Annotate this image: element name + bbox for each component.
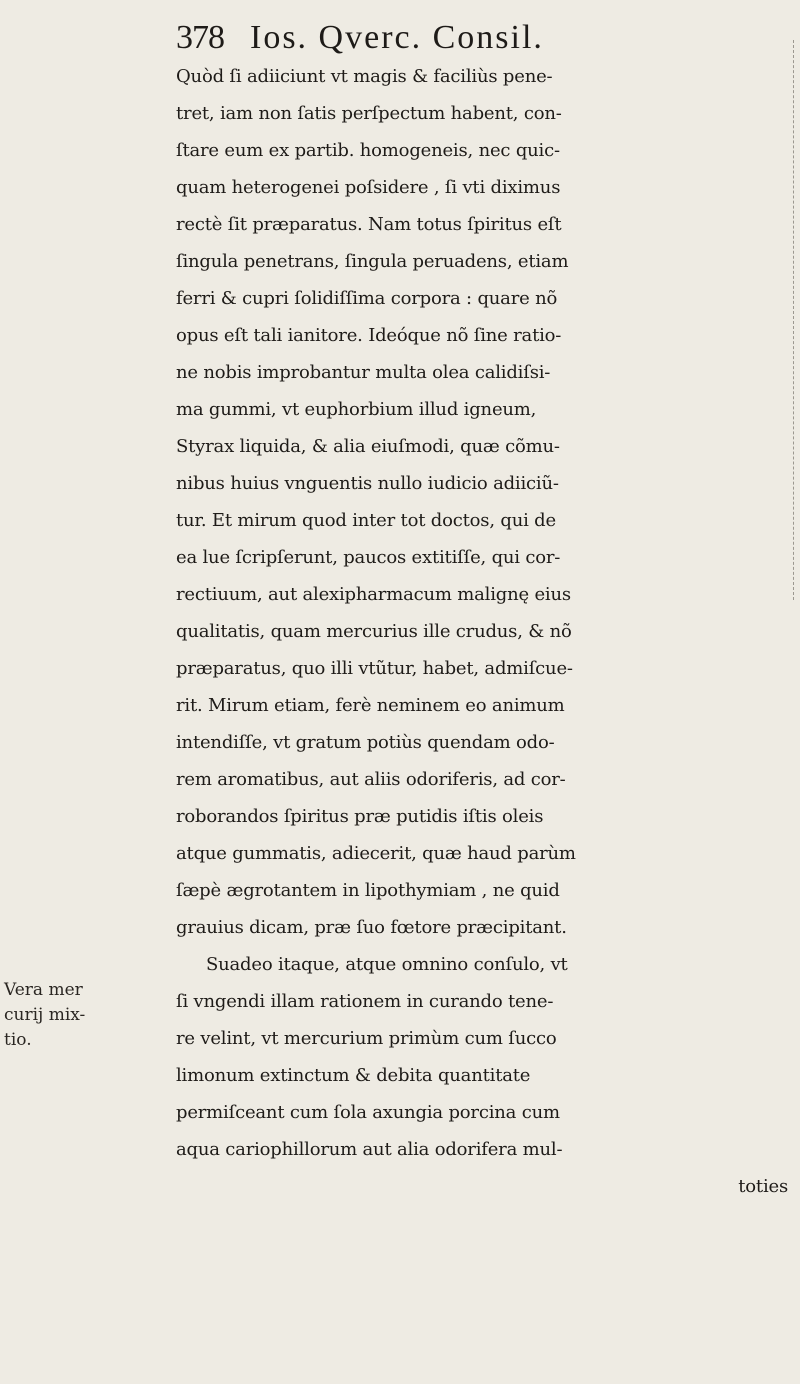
text-line: ſtare eum ex partib. homogeneis, nec quic- [176, 140, 560, 161]
running-title: Ios. Qverc. Consil. [250, 19, 544, 56]
page-edge [793, 40, 800, 600]
text-line: rectè ſit præparatus. Nam totus ſpiritus eſt [176, 214, 562, 235]
text-line: aqua cariophillorum aut alia odorifera mul- [176, 1139, 563, 1160]
text-line: roborandos ſpiritus præ putidis iſtis oleis [176, 806, 544, 827]
text-line: Suadeo itaque, atque omnino conſulo, vt [206, 954, 568, 975]
text-line: limonum extinctum & debita quantitate [176, 1065, 531, 1086]
text-line: ſæpè ægrotantem in lipothymiam , ne quid [176, 880, 560, 901]
text-line: rem aromatibus, aut aliis odoriferis, ad cor- [176, 769, 566, 790]
text-line: qualitatis, quam mercurius ille crudus, & nõ [176, 621, 572, 642]
text-line: opus eſt tali ianitore. Ideóque nõ ſine ratio- [176, 325, 562, 346]
text-line: ea lue ſcripſerunt, paucos extitiſſe, qui cor- [176, 547, 561, 568]
text-line: nibus huius vnguentis nullo iudicio adiiciũ- [176, 473, 559, 494]
text-line: permiſceant cum ſola axungia porcina cum [176, 1102, 560, 1123]
text-line: ſi vngendi illam rationem in curando tene- [176, 991, 554, 1012]
margin-note-line: Vera mer [4, 980, 83, 1000]
text-line: intendiſſe, vt gratum potiùs quendam odo- [176, 732, 555, 753]
text-line: ſingula penetrans, ſingula peruadens, etiam [176, 251, 569, 272]
text-line: rectiuum, aut alexipharmacum malignę eius [176, 584, 571, 605]
text-line: ferri & cupri ſolidiſſima corpora : quare nõ [176, 288, 558, 309]
page-header [176, 16, 776, 60]
margin-note [4, 978, 96, 1053]
catchword: toties [738, 1176, 788, 1197]
margin-note-line: tio. [4, 1030, 32, 1050]
margin-note-line: curij mix- [4, 1005, 86, 1025]
text-line: ne nobis improbantur multa olea calidiſsi- [176, 362, 551, 383]
text-line: ma gummi, vt euphorbium illud igneum, [176, 399, 537, 420]
text-line: Styrax liquida, & alia eiuſmodi, quæ cõmu- [176, 436, 560, 457]
text-line: grauius dicam, præ ſuo fœtore præcipitant. [176, 917, 567, 938]
text-line: tret, iam non ſatis perſpectum habent, con- [176, 103, 562, 124]
text-line: præparatus, quo illi vtũtur, habet, admiſcue- [176, 658, 573, 679]
text-line: tur. Et mirum quod inter tot doctos, qui de [176, 510, 556, 531]
text-line: re velint, vt mercurium primùm cum ſucco [176, 1028, 557, 1049]
text-line: quam heterogenei poſsidere , ſi vti diximus [176, 177, 561, 198]
text-line: Quòd ſi adiiciunt vt magis & faciliùs pene- [176, 66, 553, 87]
page-number: 378 [176, 19, 224, 56]
text-line: rit. Mirum etiam, ferè neminem eo animum [176, 695, 565, 716]
body-text [176, 58, 794, 1205]
text-line: atque gummatis, adiecerit, quæ haud parùm [176, 843, 576, 864]
